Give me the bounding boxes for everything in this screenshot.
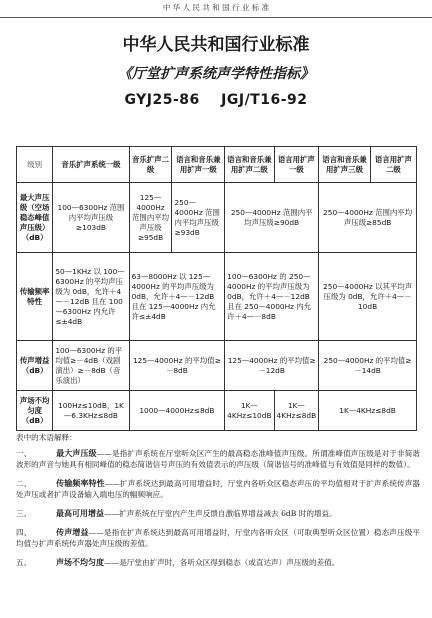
- row-label-freq-response: 传输频率特性: [17, 253, 53, 341]
- header-speech-level-1: 语言用扩声一级: [274, 147, 319, 183]
- header-speech-level-2: 语言用扩声二级: [370, 147, 416, 183]
- cell-max-spl-dual-1: 250—4000Hz 范围内平均声压级≥93dB: [172, 183, 225, 253]
- notes-intro: 表中的术语解释：: [16, 433, 77, 442]
- cell-uniformity-music-1: 100Hz≤10dB，1K—6.3KHz≤8dB: [53, 391, 129, 431]
- note-number: 三、: [16, 509, 32, 518]
- cell-uniformity-speech-2: 1K—4KHz≤8dB: [319, 391, 417, 431]
- cell-freq-dual-2: 100—6300Hz 的 250—4000Hz 的平均声压级为 0dB，允许＋4—－12dB 且在 250—4000Hz 内允许＋4—－8dB: [225, 253, 319, 341]
- note-text: ——是厅堂由扩声时，各听众区得到稳态（或直达声）声压级的差值。: [104, 558, 340, 567]
- spec-table: [16, 146, 417, 431]
- header-music-level-2: 音乐扩声二级: [129, 147, 172, 183]
- note-number: 五、: [16, 558, 32, 567]
- cell-gain-speech-2: 250—4000Hz 的平均值≥－14dB: [319, 341, 417, 391]
- running-header: 中 华 人 民 共 和 国 行 业 标 准: [0, 0, 432, 18]
- header-dual-level-1: 语言和音乐兼用扩声一级: [172, 147, 225, 183]
- header-music-level-1: 音乐扩声系统一级: [53, 147, 129, 183]
- cell-gain-music-1: 100—6300Hz 的平均值≥－4dB（戏剧演出）≥－8dB（音乐演出）: [53, 341, 129, 391]
- terms-notes: [16, 432, 420, 576]
- cell-max-spl-music-2: 125—4000Hz 范围内平均声压级≥95dB: [129, 183, 172, 253]
- note-text: ——扩声系统达到最高可用增益时，厅堂内各听众区稳态声压的平均值相对于扩声系统传声器处声压或者扩声设备输入端电压的幅频响应。: [16, 479, 421, 499]
- note-max-spl: [16, 448, 420, 470]
- note-term: 最大声压级: [56, 449, 97, 458]
- document-subtitle: 《厅堂扩声系统声学特性指标》: [118, 66, 314, 82]
- note-text: ——是指扩声系统在厅堂听众区产生的最高稳态准峰值声压级。所谓准峰值声压级是对于非简谐波形的声音与她具有相同峰值的稳态简谐信号声压的有效值表示的声压级（简谐信号的准峰值与有效值是同样的数值）。: [16, 449, 421, 469]
- standard-code-gyj: GYJ25-86: [124, 92, 200, 108]
- cell-freq-music-1: 50—1KHz 以 100—6300Hz 的平均声压级为 0dB，允许＋4—－12dB 且在 100—6300Hz 内允许≤±4dB: [53, 253, 129, 341]
- header-dual-level-2: 语言和音乐兼用扩声二级: [225, 147, 274, 183]
- note-number: 一、: [16, 449, 32, 458]
- cell-gain-music-2: 125—4000Hz 的平均值≥－8dB: [129, 341, 225, 391]
- cell-freq-speech-2: 250—4000Hz 以其平均声压级为 0dB，允许＋4—－10dB: [319, 253, 417, 341]
- document-title: 中华人民共和国行业标准: [122, 35, 310, 55]
- cell-uniformity-music-2: 1000—4000Hz≤8dB: [129, 391, 225, 431]
- note-term: 声场不均匀度: [56, 558, 104, 567]
- header-dual-level-3: 语言和音乐兼用扩声三级: [319, 147, 371, 183]
- note-term: 最高可用增益: [56, 509, 104, 518]
- row-label-max-spl: 最大声压级（空场稳态峰值声压级）（dB）: [17, 183, 53, 253]
- cell-max-spl-dual-2: 250—4000Hz 范围内平均声压级≥90dB: [225, 183, 319, 253]
- row-label-uniformity: 声场不均匀度（dB）: [17, 391, 53, 431]
- note-max-gain: [16, 508, 420, 519]
- cell-uniformity-speech-1: 1K—4KHz≤8dB: [274, 391, 319, 431]
- standard-codes: [0, 92, 432, 108]
- cell-max-spl-speech-2: 250—4000Hz 范围内平均声压级≥85dB: [319, 183, 417, 253]
- note-text: ——扩声系统在厅堂内产生声反馈自激临界增益减去 6dB 时的增益。: [104, 509, 337, 518]
- standard-code-jgj: JGJ/T16-92: [221, 92, 308, 108]
- cell-max-spl-music-1: 100—6300Hz 范围内平均声压级≥103dB: [53, 183, 129, 253]
- note-number: 四、: [16, 528, 32, 537]
- header-level: 级别: [17, 147, 53, 183]
- cell-freq-music-2: 63—8000Hz 以 125—4000Hz 的平均声压级为 0dB，允许＋4—－12dB 且在 125—4000Hz 内允许≤±4dB: [129, 253, 225, 341]
- note-term: 传输频率特性: [56, 479, 105, 488]
- cell-gain-dual-2: 125—4000Hz 的平均值≥－12dB: [225, 341, 319, 391]
- row-label-gain: 传声增益（dB）: [17, 341, 53, 391]
- note-term: 传声增益: [56, 528, 89, 537]
- note-text: ——是指在扩声系统达到最高可用增益时，厅堂内各听众区（可取典型听众区位置）稳态声压级平均值与扩声系统传声器处声压级的差值。: [16, 528, 421, 548]
- note-gain: [16, 527, 420, 549]
- note-freq-response: [16, 478, 420, 500]
- note-uniformity: [16, 557, 420, 568]
- note-number: 二、: [16, 479, 32, 488]
- cell-uniformity-dual-2: 1K—4KHz≤10dB: [225, 391, 274, 431]
